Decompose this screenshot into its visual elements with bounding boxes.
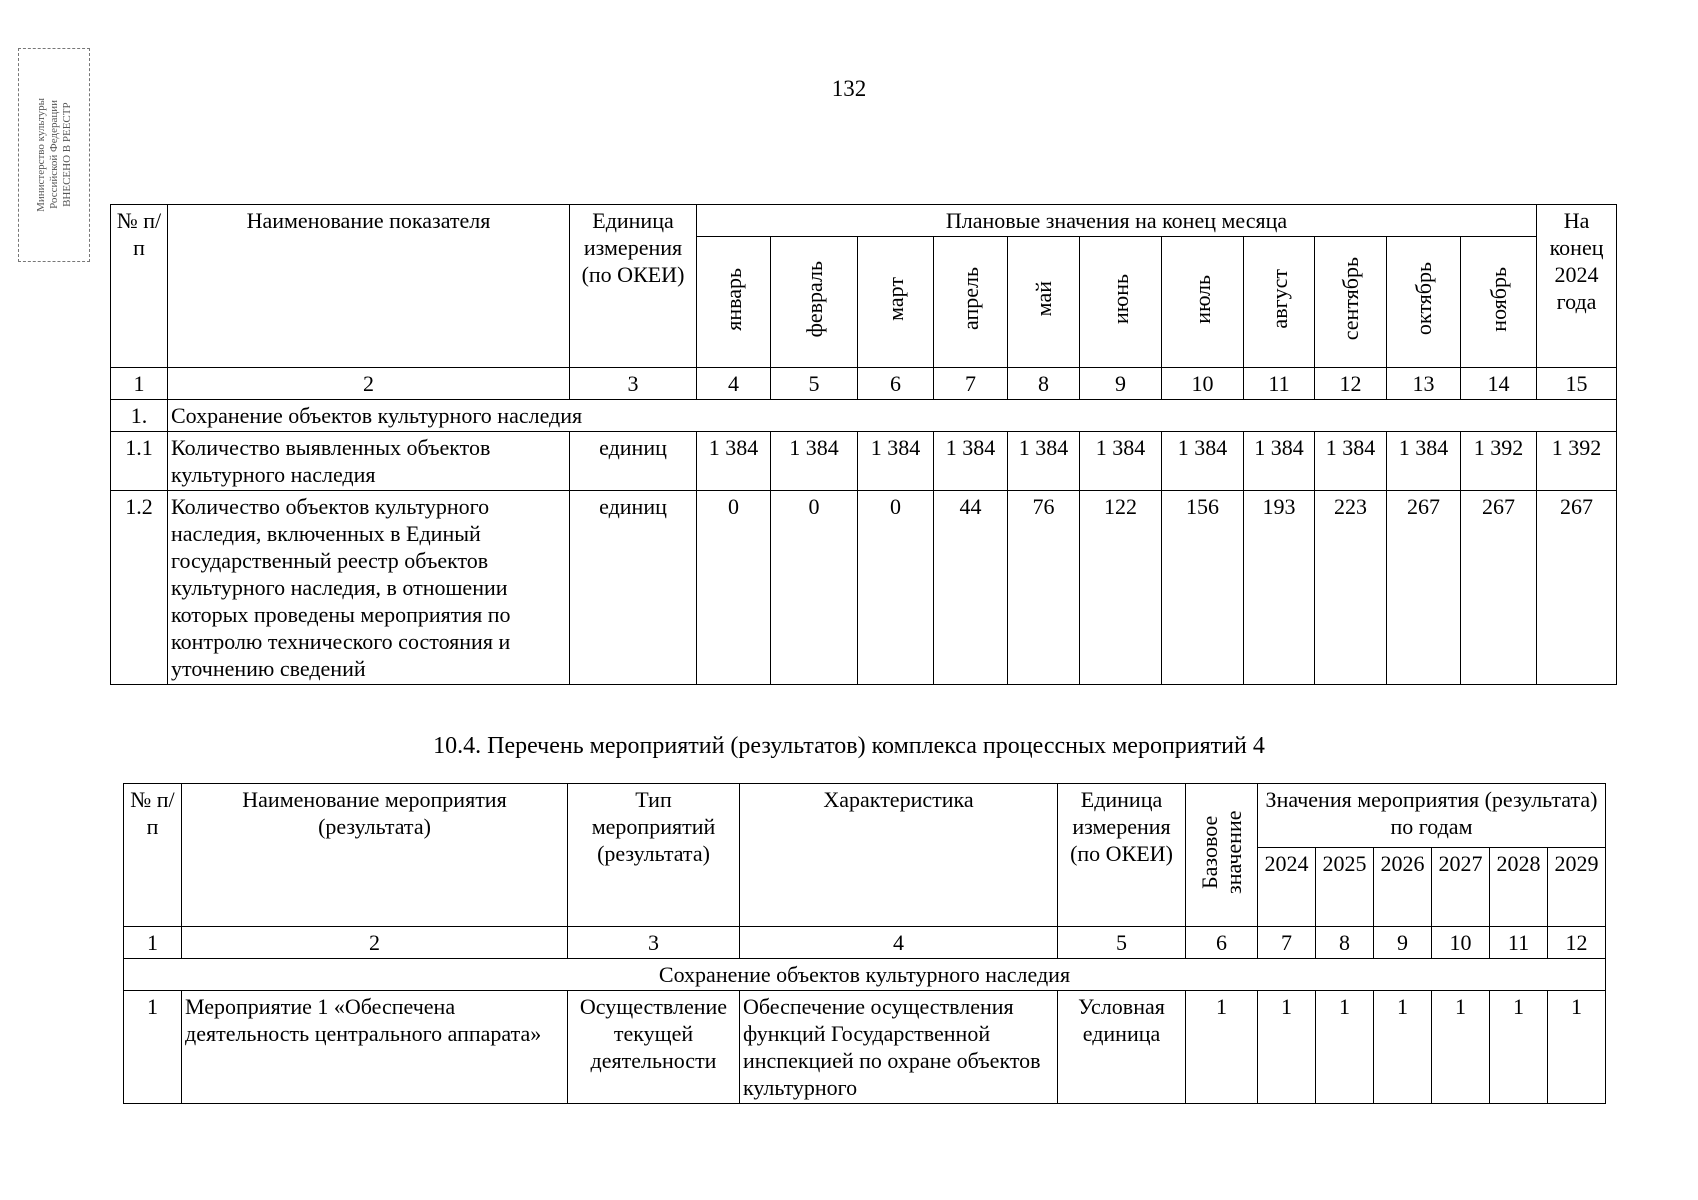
column-number: 9	[1374, 927, 1432, 959]
column-number: 1	[124, 927, 182, 959]
year-value: 1	[1316, 991, 1374, 1104]
activity-characteristic: Обеспечение осуществления функций Государственной инспекцией по охране объектов культурного	[740, 991, 1058, 1104]
header-month: январь	[697, 237, 771, 368]
column-number: 5	[771, 368, 858, 400]
header-year: 2027	[1432, 848, 1490, 927]
section-row	[111, 400, 1617, 432]
row-number: 1	[124, 991, 182, 1104]
indicator-name: Количество объектов культурного наследия, включенных в Единый государственный реестр объектов культурного наследия, в отношении которых проведены мероприятия по контролю технического состояния и уточнению сведений	[168, 491, 570, 685]
value-cell: 1 392	[1461, 432, 1537, 491]
page-number: 132	[831, 76, 867, 101]
table-row	[124, 991, 1606, 1104]
header-unit: Единица измерения (по ОКЕИ)	[570, 205, 697, 368]
column-numbers-row	[111, 368, 1617, 400]
column-number: 12	[1548, 927, 1606, 959]
year-value: 1	[1374, 991, 1432, 1104]
year-value: 1	[1258, 991, 1316, 1104]
base-value: 1	[1186, 991, 1258, 1104]
header-activity-name: Наименование мероприятия (результата)	[182, 784, 568, 927]
value-cell: 1 384	[858, 432, 934, 491]
value-cell: 267	[1537, 491, 1617, 685]
column-number: 4	[740, 927, 1058, 959]
value-cell: 0	[858, 491, 934, 685]
header-year: 2028	[1490, 848, 1548, 927]
row-number: 1.2	[111, 491, 168, 685]
year-value: 1	[1548, 991, 1606, 1104]
row-number: 1.1	[111, 432, 168, 491]
header-month: март	[858, 237, 934, 368]
stamp-text: Министерство культуры Российской Федерации ВНЕСЕНО В РЕЕСТР	[34, 98, 73, 212]
section-title: Сохранение объектов культурного наследия	[168, 400, 1617, 432]
header-month: апрель	[934, 237, 1008, 368]
section-number: 1.	[111, 400, 168, 432]
activities-table	[123, 783, 1606, 1104]
activity-type: Осуществление текущей деятельности	[568, 991, 740, 1104]
value-cell: 1 384	[1162, 432, 1244, 491]
value-cell: 1 384	[697, 432, 771, 491]
column-number: 4	[697, 368, 771, 400]
section-heading: 10.4. Перечень мероприятий (результатов) комплекса процессных мероприятий 4	[433, 733, 1265, 759]
header-month: июнь	[1080, 237, 1162, 368]
activity-unit: Условная единица	[1058, 991, 1186, 1104]
header-activity-type: Тип мероприятий (результата)	[568, 784, 740, 927]
section-title: Сохранение объектов культурного наследия	[124, 959, 1606, 991]
header-month: сентябрь	[1315, 237, 1387, 368]
header-base-value: Базовое значение	[1186, 784, 1258, 927]
column-number: 8	[1316, 927, 1374, 959]
header-indicator-name: Наименование показателя	[168, 205, 570, 368]
header-month: октябрь	[1387, 237, 1461, 368]
column-number: 10	[1432, 927, 1490, 959]
year-value: 1	[1490, 991, 1548, 1104]
column-number: 3	[568, 927, 740, 959]
column-number: 13	[1387, 368, 1461, 400]
value-cell: 1 392	[1537, 432, 1617, 491]
value-cell: 1 384	[1244, 432, 1315, 491]
header-unit: Единица измерения (по ОКЕИ)	[1058, 784, 1186, 927]
header-year: 2024	[1258, 848, 1316, 927]
header-month: июль	[1162, 237, 1244, 368]
column-number: 7	[934, 368, 1008, 400]
header-year: 2029	[1548, 848, 1606, 927]
header-month: февраль	[771, 237, 858, 368]
value-cell: 193	[1244, 491, 1315, 685]
value-cell: 0	[771, 491, 858, 685]
value-cell: 1 384	[1315, 432, 1387, 491]
header-characteristic: Характеристика	[740, 784, 1058, 927]
activity-name: Мероприятие 1 «Обеспечена деятельность центрального аппарата»	[182, 991, 568, 1104]
column-number: 7	[1258, 927, 1316, 959]
column-number: 5	[1058, 927, 1186, 959]
indicator-unit: единиц	[570, 491, 697, 685]
indicators-table	[110, 204, 1617, 685]
header-end-of-year: На конец 2024 года	[1537, 205, 1617, 368]
header-month: ноябрь	[1461, 237, 1537, 368]
value-cell: 267	[1387, 491, 1461, 685]
header-values-by-year: Значения мероприятия (результата) по годам	[1258, 784, 1606, 848]
column-number: 6	[1186, 927, 1258, 959]
value-cell: 1 384	[1387, 432, 1461, 491]
year-value: 1	[1432, 991, 1490, 1104]
column-number: 6	[858, 368, 934, 400]
value-cell: 267	[1461, 491, 1537, 685]
section-row	[124, 959, 1606, 991]
header-planned-values: Плановые значения на конец месяца	[697, 205, 1537, 237]
column-number: 1	[111, 368, 168, 400]
column-number: 2	[182, 927, 568, 959]
column-number: 9	[1080, 368, 1162, 400]
value-cell: 76	[1008, 491, 1080, 685]
header-year: 2026	[1374, 848, 1432, 927]
column-number: 3	[570, 368, 697, 400]
column-number: 12	[1315, 368, 1387, 400]
header-month: май	[1008, 237, 1080, 368]
column-number: 10	[1162, 368, 1244, 400]
column-number: 14	[1461, 368, 1537, 400]
value-cell: 156	[1162, 491, 1244, 685]
header-num: № п/п	[111, 205, 168, 368]
column-number: 11	[1490, 927, 1548, 959]
value-cell: 122	[1080, 491, 1162, 685]
value-cell: 1 384	[1008, 432, 1080, 491]
column-number: 2	[168, 368, 570, 400]
value-cell: 1 384	[934, 432, 1008, 491]
indicator-unit: единиц	[570, 432, 697, 491]
value-cell: 1 384	[1080, 432, 1162, 491]
value-cell: 44	[934, 491, 1008, 685]
value-cell: 1 384	[771, 432, 858, 491]
column-number: 11	[1244, 368, 1315, 400]
value-cell: 0	[697, 491, 771, 685]
table-row	[111, 491, 1617, 685]
indicator-name: Количество выявленных объектов культурного наследия	[168, 432, 570, 491]
header-num: № п/п	[124, 784, 182, 927]
column-number: 15	[1537, 368, 1617, 400]
value-cell: 223	[1315, 491, 1387, 685]
header-year: 2025	[1316, 848, 1374, 927]
column-number: 8	[1008, 368, 1080, 400]
header-month: август	[1244, 237, 1315, 368]
column-numbers-row	[124, 927, 1606, 959]
table-row	[111, 432, 1617, 491]
